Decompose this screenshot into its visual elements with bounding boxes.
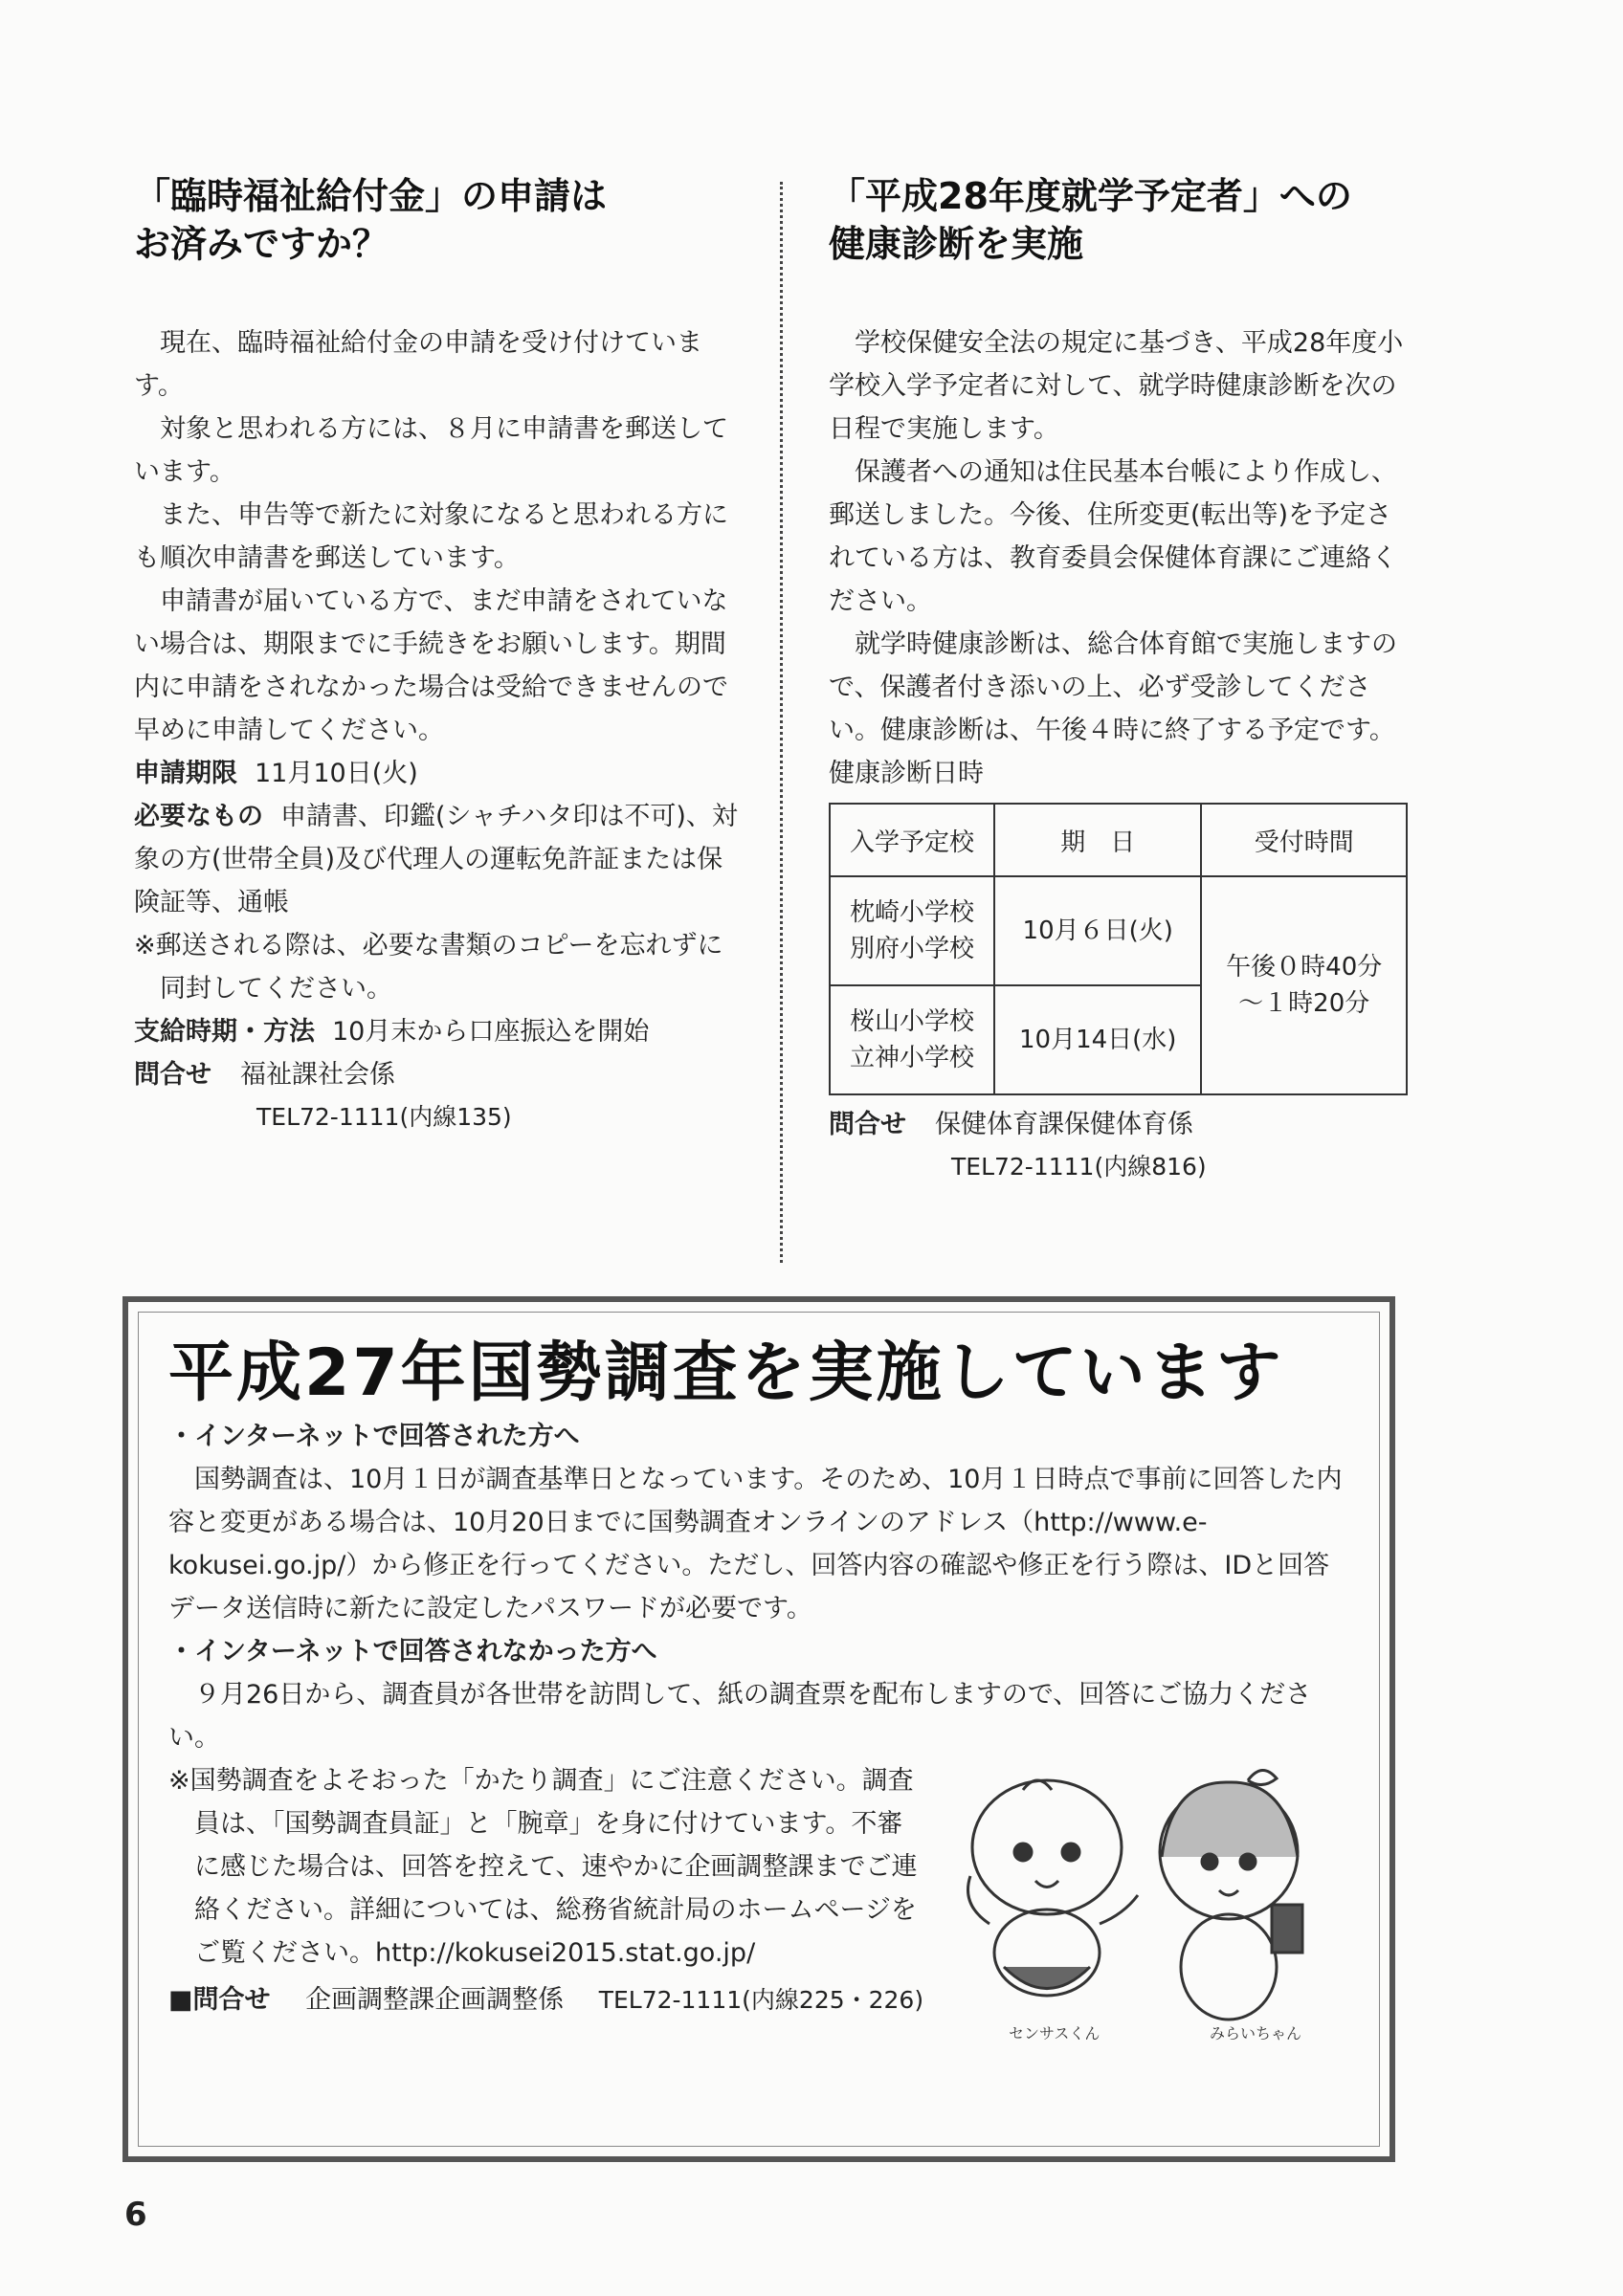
- welfare-paragraph: 申請書が届いている方で、まだ申請をされていない場合は、期限までに手続きをお願いします。期間内に申請をされなかった場合は受給できませんので早めに申請してください。: [134, 586, 728, 745]
- welfare-title: 「臨時福祉給付金」の申請は お済みですか？: [134, 175, 608, 265]
- census-paragraph: 国勢調査は、10月１日が調査基準日となっています。そのため、10月１日時点で事前に回答した内容と変更がある場合は、10月20日までに国勢調査オンラインのアドレス（http://www.e-kokusei.go.jp/）から修正を行ってください。ただし、回答内容の確認や修正を行う際は、IDと回答データ送信時に新たに設定したパスワードが必要です。: [168, 1465, 1343, 1623]
- mailing-note: ※郵送される際は、必要な書類のコピーを忘れずに同封してください。: [134, 931, 723, 1004]
- mascot-name-mirai: みらいちゃん: [1210, 2024, 1302, 2042]
- column-divider: [780, 182, 783, 1263]
- health-paragraph: 就学時健康診断は、総合体育館で実施しますので、保護者付き添いの上、必ず受診してください。健康診断は、午後４時に終了する予定です。: [829, 629, 1397, 745]
- table-header-row: [830, 804, 1407, 876]
- header-date: 期 日: [994, 804, 1201, 876]
- health-contact: 問合せ 保健体育課保健体育係: [829, 1110, 1193, 1139]
- fraud-warning: ※国勢調査をよそおった「かたり調査」にご注意ください。調査員は、「国勢調査員証」と「腕章」を身に付けています。不審に感じた場合は、回答を控えて、速やかに企画調整課までご連絡ください。詳細については、総務省統計局のホームページをご覧ください。http://kokusei2015.stat.go.jp/: [168, 1766, 918, 1968]
- time-cell: 午後０時40分 ～１時20分: [1201, 876, 1407, 1094]
- health-check-article: [829, 172, 1412, 1188]
- census-box: [122, 1296, 1395, 2162]
- required-items-row: 必要なもの 申請書、印鑑(シャチハタ印は不可)、対象の方(世帯全員)及び代理人の運転免許証または保険証等、通帳: [134, 802, 738, 917]
- welfare-contact-tel: TEL72-1111(内線135): [256, 1103, 512, 1131]
- page-number: 6: [124, 2196, 147, 2234]
- health-check-title: 「平成28年度就学予定者」への 健康診断を実施: [829, 175, 1352, 265]
- welfare-article: [134, 172, 746, 1138]
- welfare-paragraph: 対象と思われる方には、８月に申請書を郵送しています。: [134, 414, 728, 487]
- date-cell: 10月14日(水): [994, 985, 1201, 1094]
- health-contact-tel: TEL72-1111(内線816): [951, 1153, 1207, 1181]
- health-paragraph: 保護者への通知は住民基本台帳により作成し、郵送しました。今後、住所変更(転出等)を予定されている方は、教育委員会保健体育課にご連絡ください。: [829, 457, 1397, 616]
- health-paragraph: 学校保健安全法の規定に基づき、平成28年度小学校入学予定者に対して、就学時健康診断を次の日程で実施します。: [829, 328, 1404, 444]
- deadline-row: 申請期限 11月10日(火): [134, 759, 418, 788]
- header-school: 入学予定校: [830, 804, 994, 876]
- school-cell: 枕崎小学校 別府小学校: [830, 876, 994, 985]
- schedule-label: 健康診断日時: [829, 759, 984, 788]
- census-contact: ■問合せ 企画調整課企画調整係 TEL72-1111(内線225・226): [168, 1985, 924, 2015]
- header-time: 受付時間: [1201, 804, 1407, 876]
- payment-row: 支給時期・方法 10月末から口座振込を開始: [134, 1017, 650, 1047]
- welfare-paragraph: 現在、臨時福祉給付金の申請を受け付けています。: [134, 328, 702, 401]
- census-banner: 平成27年国勢調査を実施しています: [168, 1336, 1284, 1411]
- welfare-paragraph: また、申告等で新たに対象になると思われる方にも順次申請書を郵送しています。: [134, 500, 728, 573]
- schedule-table: [829, 803, 1408, 1095]
- bullet-offline: ・インターネットで回答されなかった方へ: [168, 1637, 657, 1667]
- welfare-contact: 問合せ 福祉課社会係: [134, 1060, 395, 1090]
- mascot-name-sensasu: センサスくん: [1009, 2024, 1101, 2042]
- bullet-online: ・インターネットで回答された方へ: [168, 1422, 580, 1451]
- date-cell: 10月６日(火): [994, 876, 1201, 985]
- table-row: [830, 876, 1407, 985]
- census-mascots-illustration: [932, 1761, 1353, 2048]
- census-paragraph: ９月26日から、調査員が各世帯を訪問して、紙の調査票を配布しますので、回答にご協力ください。: [168, 1680, 1312, 1753]
- school-cell: 桜山小学校 立神小学校: [830, 985, 994, 1094]
